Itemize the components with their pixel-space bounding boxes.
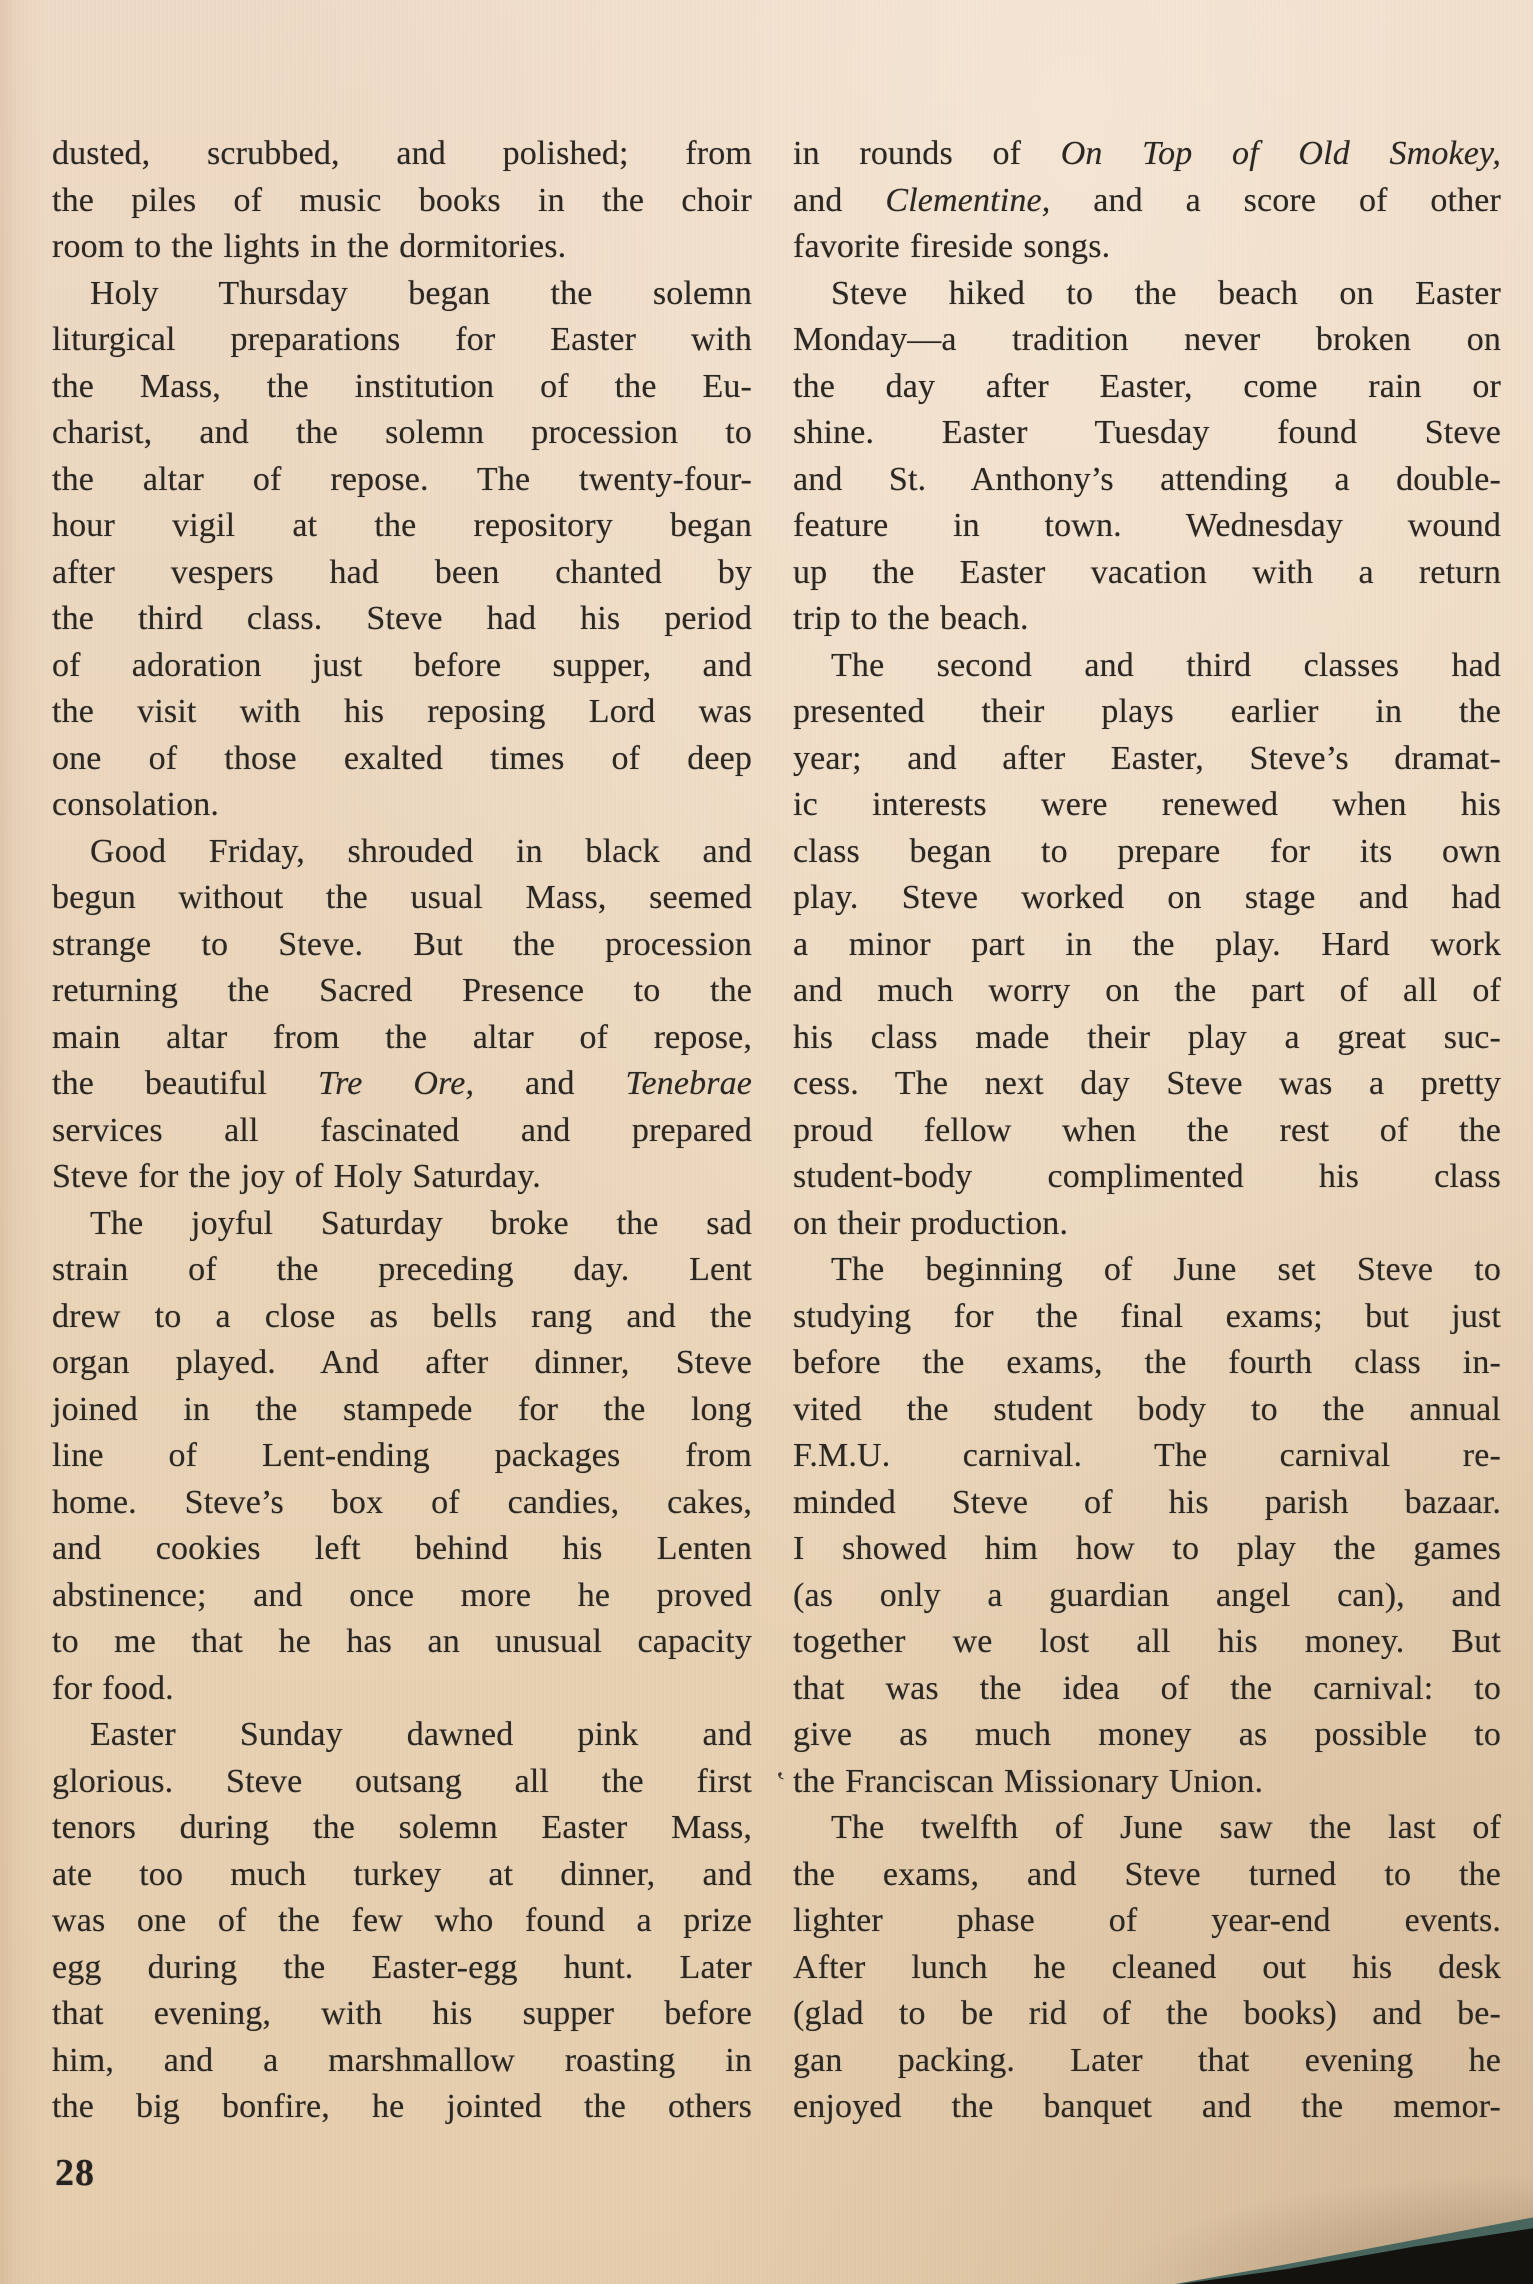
text-run: proud fellow when the rest of the [793, 1111, 1501, 1149]
text-line [793, 596, 1501, 643]
text-line [52, 1108, 752, 1155]
text-line [52, 1433, 752, 1480]
text-run: charist, and the solemn procession to [52, 414, 752, 451]
text-run: studying for the final exams; but just [793, 1297, 1501, 1335]
text-line [793, 1805, 1501, 1852]
text-line [52, 1201, 752, 1248]
text-line [793, 782, 1501, 829]
text-run: the piles of music books in the choir [52, 181, 752, 219]
text-run: line of Lent-ending packages from [52, 1437, 752, 1474]
text-line [793, 1201, 1501, 1248]
text-run: cess. The next day Steve was a pretty [793, 1065, 1501, 1102]
text-line [52, 1340, 752, 1387]
text-line [793, 410, 1501, 457]
text-line [52, 410, 752, 457]
text-run: The second and third classes had [831, 646, 1501, 684]
text-line [793, 550, 1501, 597]
text-run: (glad to be rid of the books) and be- [793, 1995, 1501, 2032]
text-run: year; and after Easter, Steve’s dramat- [793, 739, 1501, 777]
text-line [793, 1526, 1501, 1573]
text-run: shine. Easter Tuesday found Steve [793, 414, 1501, 451]
text-line [793, 1619, 1501, 1666]
text-line [52, 1061, 752, 1108]
text-line [52, 2084, 752, 2131]
text-run: his class made their play a great suc- [793, 1018, 1501, 1056]
text-run: The beginning of June set Steve to [831, 1251, 1501, 1288]
text-line [793, 1247, 1501, 1294]
text-line [52, 829, 752, 876]
text-run: home. Steve’s box of candies, cakes, [52, 1483, 752, 1521]
text-line [52, 596, 752, 643]
italic-text-run: Tenebrae [625, 1065, 752, 1102]
text-run: the altar of repose. The twenty-four- [52, 460, 752, 498]
text-run: the day after Easter, come rain or [793, 367, 1501, 405]
text-line [52, 503, 752, 550]
text-run: services all fascinated and prepared [52, 1111, 752, 1149]
text-line [793, 2084, 1501, 2131]
text-line [793, 1108, 1501, 1155]
text-line [52, 922, 752, 969]
text-run: the third class. Steve had his period [52, 600, 752, 637]
text-line [52, 1619, 752, 1666]
italic-text-run: Clementine, [885, 181, 1051, 219]
text-run: Good Friday, shrouded in black and [90, 832, 752, 870]
text-line [52, 271, 752, 318]
text-line [52, 457, 752, 504]
text-run: drew to a close as bells rang and the [52, 1297, 752, 1335]
text-line [52, 2038, 752, 2085]
italic-text-run: On Top of Old Smokey, [1060, 135, 1501, 172]
text-run: the exams, and Steve turned to the [793, 1855, 1501, 1893]
text-line [793, 643, 1501, 690]
text-line [793, 875, 1501, 922]
text-line [793, 1294, 1501, 1341]
text-line [52, 1480, 752, 1527]
text-line [793, 1666, 1501, 1713]
text-line [793, 271, 1501, 318]
text-run: Steve for the joy of Holy Saturday. [52, 1158, 541, 1195]
text-line [52, 1945, 752, 1992]
text-run: ate too much turkey at dinner, and [52, 1855, 752, 1893]
text-line [52, 1015, 752, 1062]
text-line [793, 1945, 1501, 1992]
text-line [793, 2038, 1501, 2085]
text-run: the beautiful [52, 1065, 318, 1102]
text-line [52, 1526, 752, 1573]
text-line [793, 1759, 1501, 1806]
text-run: after vespers had been chanted by [52, 553, 752, 591]
text-run: dusted, scrubbed, and polished; from [52, 135, 752, 172]
text-run: and much worry on the part of all of [793, 972, 1501, 1009]
text-run: Easter Sunday dawned pink and [90, 1716, 752, 1753]
text-run: tenors during the solemn Easter Mass, [52, 1809, 752, 1846]
text-line [52, 643, 752, 690]
text-line [52, 1294, 752, 1341]
text-run: joined in the stampede for the long [52, 1390, 752, 1428]
text-line [793, 1852, 1501, 1899]
text-run: in rounds of [793, 135, 1061, 172]
text-run: class began to prepare for its own [793, 832, 1501, 870]
text-run: After lunch he cleaned out his desk [793, 1948, 1501, 1986]
text-run: (as only a guardian angel can), and [793, 1576, 1501, 1614]
text-line [52, 1247, 752, 1294]
text-run: and [474, 1065, 626, 1102]
text-run: the visit with his reposing Lord was [52, 693, 752, 730]
text-line [52, 550, 752, 597]
text-run: trip to the beach. [793, 600, 1029, 637]
text-line [52, 689, 752, 736]
text-run: was one of the few who found a prize [52, 1902, 752, 1939]
text-line [52, 1991, 752, 2038]
text-run: and cookies left behind his Lenten [52, 1530, 752, 1567]
text-run: of adoration just before supper, and [52, 646, 752, 684]
text-line [52, 1154, 752, 1201]
text-line [793, 1387, 1501, 1434]
text-run: the Franciscan Missionary Union. [793, 1762, 1264, 1800]
text-line [793, 1573, 1501, 1620]
text-run: and a score of other [1050, 181, 1501, 219]
text-line [52, 875, 752, 922]
text-line [793, 1712, 1501, 1759]
text-line [793, 364, 1501, 411]
text-line [793, 689, 1501, 736]
text-line [52, 736, 752, 783]
text-line [52, 317, 752, 364]
text-run: room to the lights in the dormitories. [52, 228, 567, 265]
text-run: play. Steve worked on stage and had [793, 879, 1501, 916]
text-run: consolation. [52, 786, 220, 823]
text-run: before the exams, the fourth class in- [793, 1344, 1501, 1381]
text-run: ic interests were renewed when his [793, 786, 1501, 823]
text-line [793, 968, 1501, 1015]
text-run: lighter phase of year-end events. [793, 1902, 1501, 1939]
text-run: begun without the usual Mass, seemed [52, 879, 752, 916]
text-run: liturgical preparations for Easter with [52, 321, 752, 358]
text-line [52, 1666, 752, 1713]
text-line [793, 503, 1501, 550]
text-line [793, 1340, 1501, 1387]
text-run: enjoyed the banquet and the memor- [793, 2088, 1501, 2125]
text-line [52, 1759, 752, 1806]
text-line [793, 317, 1501, 364]
text-run: gan packing. Later that evening he [793, 2041, 1501, 2079]
text-run: together we lost all his money. But [793, 1623, 1501, 1660]
text-run: up the Easter vacation with a return [793, 553, 1501, 591]
text-run: abstinence; and once more he proved [52, 1576, 752, 1614]
text-line [52, 178, 752, 225]
text-run: the big bonfire, he jointed the others [52, 2088, 752, 2125]
text-line [52, 968, 752, 1015]
text-line [52, 1805, 752, 1852]
text-line [52, 131, 752, 178]
text-run: Holy Thursday began the solemn [90, 274, 752, 312]
text-run: student-body complimented his class [793, 1158, 1501, 1195]
text-run: minded Steve of his parish bazaar. [793, 1483, 1501, 1521]
text-run: strain of the preceding day. Lent [52, 1251, 752, 1288]
text-run: that was the idea of the carnival: to [793, 1669, 1501, 1707]
text-line [793, 1898, 1501, 1945]
text-run: one of those exalted times of deep [52, 739, 752, 777]
text-run: F.M.U. carnival. The carnival re- [793, 1437, 1501, 1474]
text-line [793, 1991, 1501, 2038]
text-run: strange to Steve. But the procession [52, 925, 752, 963]
text-line [52, 1852, 752, 1899]
text-line [52, 1573, 752, 1620]
text-run: The joyful Saturday broke the sad [90, 1204, 752, 1242]
text-run: the Mass, the institution of the Eu- [52, 367, 752, 405]
text-run: vited the student body to the annual [793, 1390, 1501, 1428]
text-line [52, 364, 752, 411]
text-run: egg during the Easter-egg hunt. Later [52, 1948, 752, 1986]
text-run: a minor part in the play. Hard work [793, 925, 1501, 963]
text-run: glorious. Steve outsang all the first [52, 1762, 752, 1800]
text-run: returning the Sacred Presence to the [52, 972, 752, 1009]
text-run: Steve hiked to the beach on Easter [831, 274, 1501, 312]
text-line [793, 922, 1501, 969]
page-number: 28 [55, 2152, 95, 2194]
text-run: give as much money as possible to [793, 1716, 1501, 1753]
text-line [793, 1154, 1501, 1201]
text-run: hour vigil at the repository began [52, 507, 752, 544]
text-line [52, 1712, 752, 1759]
text-run: and St. Anthony’s attending a double- [793, 460, 1501, 498]
left-text-column [52, 131, 752, 2131]
text-line [793, 1433, 1501, 1480]
text-line [793, 131, 1501, 178]
text-run: The twelfth of June saw the last of [831, 1809, 1501, 1846]
text-run: I showed him how to play the games [793, 1530, 1501, 1567]
italic-text-run: Tre Ore, [317, 1065, 475, 1102]
text-line [52, 1387, 752, 1434]
text-line [793, 224, 1501, 271]
text-line [793, 1061, 1501, 1108]
text-run: that evening, with his supper before [52, 1995, 752, 2032]
text-line [793, 457, 1501, 504]
text-run: main altar from the altar of repose, [52, 1018, 752, 1056]
text-line [793, 829, 1501, 876]
text-line [793, 736, 1501, 783]
text-run: him, and a marshmallow roasting in [52, 2041, 752, 2079]
text-run: feature in town. Wednesday wound [793, 507, 1501, 544]
text-run: favorite fireside songs. [793, 228, 1111, 265]
right-text-column [793, 131, 1501, 2131]
text-run: and [793, 181, 886, 219]
text-run: to me that he has an unusual capacity [52, 1623, 752, 1660]
text-line [52, 1898, 752, 1945]
text-line [52, 224, 752, 271]
text-run: on their production. [793, 1204, 1069, 1242]
text-run: organ played. And after dinner, Steve [52, 1344, 752, 1381]
text-line [793, 1015, 1501, 1062]
text-run: presented their plays earlier in the [793, 693, 1501, 730]
text-line [793, 1480, 1501, 1527]
text-run: Monday—a tradition never broken on [793, 321, 1501, 358]
text-line [793, 178, 1501, 225]
text-line [52, 782, 752, 829]
text-run: for food. [52, 1669, 174, 1707]
stray-pencil-mark: ‛ [773, 1765, 791, 1800]
